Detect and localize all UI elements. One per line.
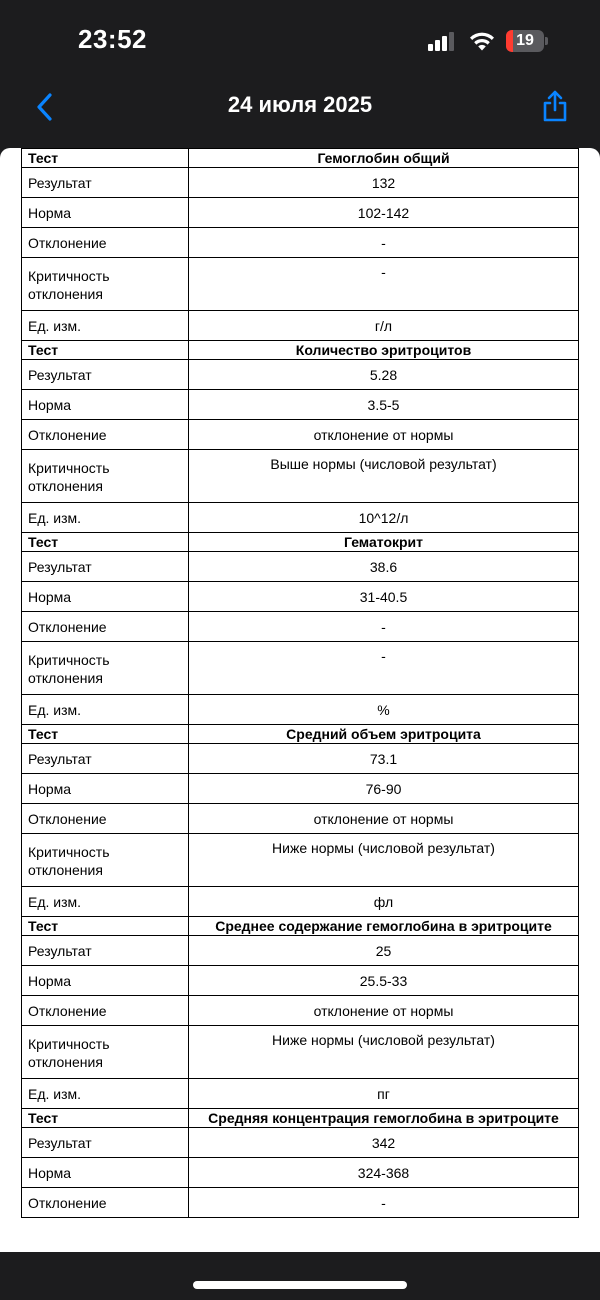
page-title: 24 июля 2025 bbox=[227, 92, 373, 117]
row-value: 102-142 bbox=[189, 198, 579, 228]
table-row bbox=[22, 582, 579, 612]
document-view[interactable] bbox=[0, 148, 600, 1252]
table-row bbox=[22, 258, 579, 311]
table-row bbox=[22, 774, 579, 804]
signal-bar bbox=[449, 32, 454, 51]
table-row bbox=[22, 552, 579, 582]
row-value: 132 bbox=[189, 168, 579, 198]
row-value: Средняя концентрация гемоглобина в эритроците bbox=[189, 1109, 579, 1128]
row-label: Результат bbox=[22, 552, 189, 582]
row-value: фл bbox=[189, 887, 579, 917]
row-label: Тест bbox=[22, 533, 189, 552]
row-value: Количество эритроцитов bbox=[189, 341, 579, 360]
table-header-row bbox=[22, 533, 579, 552]
table-row bbox=[22, 198, 579, 228]
row-label: Ед. изм. bbox=[22, 887, 189, 917]
table-row bbox=[22, 390, 579, 420]
table-row bbox=[22, 744, 579, 774]
row-label: Результат bbox=[22, 168, 189, 198]
table-row bbox=[22, 834, 579, 887]
signal-icon bbox=[428, 31, 456, 51]
row-label: Отклонение bbox=[22, 228, 189, 258]
row-value: 38.6 bbox=[189, 552, 579, 582]
row-label: Ед. изм. bbox=[22, 695, 189, 725]
row-value: Среднее содержание гемоглобина в эритроците bbox=[189, 917, 579, 936]
table-row bbox=[22, 966, 579, 996]
row-label: Тест bbox=[22, 1109, 189, 1128]
row-label: Тест bbox=[22, 341, 189, 360]
row-label: Норма bbox=[22, 1158, 189, 1188]
table-row bbox=[22, 1079, 579, 1109]
nav-bar bbox=[0, 80, 600, 136]
table-row bbox=[22, 311, 579, 341]
table-row bbox=[22, 1158, 579, 1188]
row-label: Тест bbox=[22, 725, 189, 744]
row-label: Отклонение bbox=[22, 612, 189, 642]
row-value: 31-40.5 bbox=[189, 582, 579, 612]
table-header-row bbox=[22, 917, 579, 936]
row-label: Критичность отклонения bbox=[22, 1026, 189, 1079]
signal-bar bbox=[435, 40, 440, 51]
row-value: г/л bbox=[189, 311, 579, 341]
table-header-row bbox=[22, 1109, 579, 1128]
row-label: Тест bbox=[22, 149, 189, 168]
table-row bbox=[22, 420, 579, 450]
status-icons bbox=[428, 28, 548, 54]
row-value: Ниже нормы (числовой результат) bbox=[189, 1026, 579, 1079]
row-label: Ед. изм. bbox=[22, 1079, 189, 1109]
row-value: Ниже нормы (числовой результат) bbox=[189, 834, 579, 887]
row-label: Норма bbox=[22, 966, 189, 996]
row-label: Критичность отклонения bbox=[22, 834, 189, 887]
row-label: Норма bbox=[22, 198, 189, 228]
row-value: 25.5-33 bbox=[189, 966, 579, 996]
share-button[interactable] bbox=[540, 88, 570, 124]
row-value: % bbox=[189, 695, 579, 725]
table-row bbox=[22, 168, 579, 198]
row-label: Результат bbox=[22, 1128, 189, 1158]
row-label: Отклонение bbox=[22, 1188, 189, 1218]
row-label: Норма bbox=[22, 582, 189, 612]
table-header-row bbox=[22, 149, 579, 168]
row-value: пг bbox=[189, 1079, 579, 1109]
table-row bbox=[22, 1128, 579, 1158]
table-row bbox=[22, 804, 579, 834]
row-value: 76-90 bbox=[189, 774, 579, 804]
table-row bbox=[22, 695, 579, 725]
row-value: отклонение от нормы bbox=[189, 804, 579, 834]
row-value: 3.5-5 bbox=[189, 390, 579, 420]
row-label: Отклонение bbox=[22, 804, 189, 834]
row-value: 73.1 bbox=[189, 744, 579, 774]
row-value: Средний объем эритроцита bbox=[189, 725, 579, 744]
status-bar bbox=[0, 0, 600, 80]
row-value: - bbox=[189, 228, 579, 258]
table-row bbox=[22, 228, 579, 258]
row-label: Результат bbox=[22, 360, 189, 390]
row-value: 342 bbox=[189, 1128, 579, 1158]
row-value: - bbox=[189, 612, 579, 642]
row-value: - bbox=[189, 258, 579, 311]
status-time: 23:52 bbox=[78, 24, 147, 54]
table-row bbox=[22, 936, 579, 966]
table-row bbox=[22, 996, 579, 1026]
table-row bbox=[22, 642, 579, 695]
signal-bar bbox=[442, 36, 447, 51]
row-label: Отклонение bbox=[22, 996, 189, 1026]
results-table bbox=[21, 148, 579, 1218]
row-value: Выше нормы (числовой результат) bbox=[189, 450, 579, 503]
row-label: Отклонение bbox=[22, 420, 189, 450]
row-value: Гемоглобин общий bbox=[189, 149, 579, 168]
row-label: Результат bbox=[22, 744, 189, 774]
row-value: 324-368 bbox=[189, 1158, 579, 1188]
row-value: отклонение от нормы bbox=[189, 420, 579, 450]
wifi-icon bbox=[468, 30, 496, 52]
row-value: 5.28 bbox=[189, 360, 579, 390]
row-value: Гематокрит bbox=[189, 533, 579, 552]
row-label: Критичность отклонения bbox=[22, 450, 189, 503]
row-value: 10^12/л bbox=[189, 503, 579, 533]
table-row bbox=[22, 360, 579, 390]
battery-icon bbox=[506, 30, 548, 52]
row-label: Тест bbox=[22, 917, 189, 936]
row-label: Критичность отклонения bbox=[22, 258, 189, 311]
row-value: - bbox=[189, 642, 579, 695]
row-label: Результат bbox=[22, 936, 189, 966]
share-icon bbox=[542, 90, 568, 122]
home-indicator[interactable] bbox=[193, 1281, 407, 1289]
table-row bbox=[22, 1026, 579, 1079]
table-row bbox=[22, 503, 579, 533]
row-label: Норма bbox=[22, 390, 189, 420]
row-label: Ед. изм. bbox=[22, 503, 189, 533]
table-row bbox=[22, 1188, 579, 1218]
table-row bbox=[22, 612, 579, 642]
table-row bbox=[22, 450, 579, 503]
row-value: 25 bbox=[189, 936, 579, 966]
row-label: Норма bbox=[22, 774, 189, 804]
row-value: отклонение от нормы bbox=[189, 996, 579, 1026]
row-label: Критичность отклонения bbox=[22, 642, 189, 695]
table-row bbox=[22, 887, 579, 917]
row-label: Ед. изм. bbox=[22, 311, 189, 341]
battery-level: 19 bbox=[516, 32, 534, 49]
row-value: - bbox=[189, 1188, 579, 1218]
table-header-row bbox=[22, 341, 579, 360]
table-header-row bbox=[22, 725, 579, 744]
signal-bar bbox=[428, 44, 433, 51]
